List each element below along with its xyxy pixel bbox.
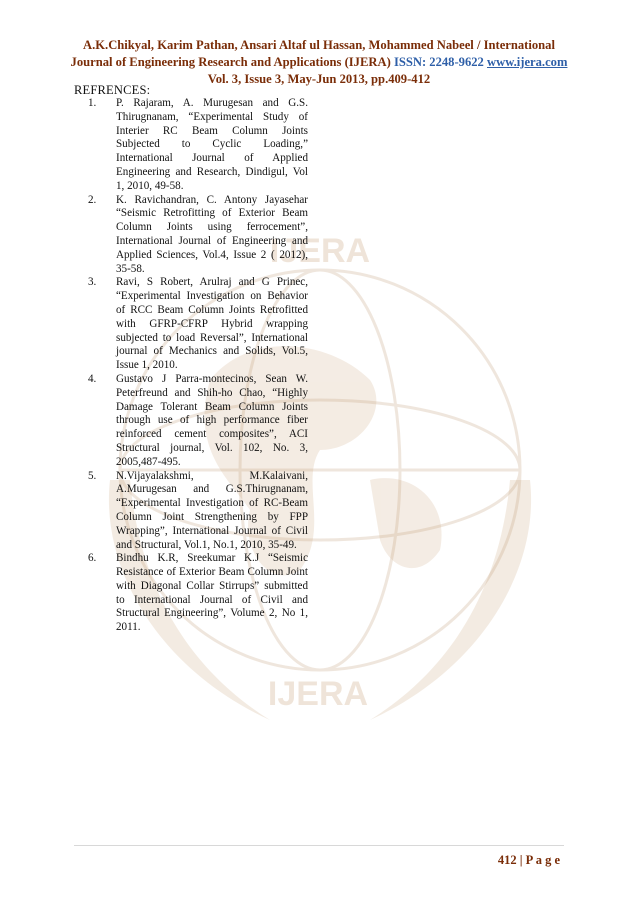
reference-text: Bindhu K.R, Sreekumar K.J “Seismic Resistance of Exterior Beam Column Joint with Diagonal Collar Stirrups” submitted to International Journal of Civil and Structural Engineering”, Volume 2, No 1, 2011. — [116, 552, 308, 634]
header-issn: ISSN: 2248-9622 — [393, 55, 484, 69]
reference-item — [76, 470, 308, 553]
reference-text: Gustavo J Parra-montecinos, Sean W. Peterfreund and Shih-ho Chao, “Highly Damage Tolerant Beam Column Joints through use of high performance fiber reinforced cement composites”, ACI Structural journal, Vol. 102, No. 3, 2005,487-495. — [116, 372, 308, 468]
watermark-text: IJERA — [267, 675, 369, 713]
reference-text: N.Vijayalakshmi, M.Kalaivani, A.Murugesan and G.S.Thirugnanam, “Experimental Investigation of RC-Beam Column Joint Strengthening by FPP Wrapping”, International Journal of Civil and Structural, Vol.1, No.1, 2010, 35-49. — [116, 469, 308, 551]
reference-text: K. Ravichandran, C. Antony Jayasehar “Seismic Retrofitting of Exterior Beam Column Joints using ferrocement”, International Journal of Engineering and Applied Sciences, Vol.4, Issue 2 ( 2012), 35-58. — [116, 193, 308, 275]
reference-item — [76, 552, 308, 635]
header-authors: A.K.Chikyal, Karim Pathan, Ansari Altaf ul Hassan, Mohammed Nabeel / International — [83, 38, 555, 52]
page-number: 412 | P a g e — [497, 853, 560, 867]
watermark-text: IJERA — [269, 232, 371, 270]
reference-number: 2. — [88, 193, 97, 206]
header-journal: Journal of Engineering Research and Applications (IJERA) — [70, 55, 391, 69]
footer-divider — [74, 845, 564, 846]
running-header — [8, 37, 630, 88]
reference-item — [76, 276, 308, 373]
references-heading: REFRENCES: — [74, 83, 151, 97]
reference-number: 5. — [88, 469, 97, 482]
reference-text: P. Rajaram, A. Murugesan and G.S. Thirugnanam, “Experimental Study of Interier RC Beam Column Joints Subjected to Cyclic Loading,” International Journal of Applied Engineering and Research, Dindigul, Vol 1, 2010, 49-58. — [116, 97, 308, 192]
header-volume: Vol. 3, Issue 3, May-Jun 2013, pp.409-412 — [207, 72, 431, 86]
reference-item — [76, 194, 308, 277]
reference-list — [76, 97, 308, 635]
reference-number: 1. — [88, 97, 97, 109]
reference-number: 3. — [88, 276, 97, 289]
reference-item — [76, 97, 308, 194]
reference-text: Ravi, S Robert, Arulraj and G Prinec, “Experimental Investigation on Behavior of RCC Beam Column Joints Retrofitted with GFRP-CFRP Hybrid wrapping subjected to load Reversal”, International journal of Mechanics and Solids, Vol.5, Issue 1, 2010. — [116, 276, 308, 372]
reference-item — [76, 373, 308, 470]
reference-number: 4. — [88, 372, 97, 385]
reference-number: 6. — [88, 552, 97, 565]
header-url-link[interactable]: www.ijera.com — [487, 55, 568, 69]
